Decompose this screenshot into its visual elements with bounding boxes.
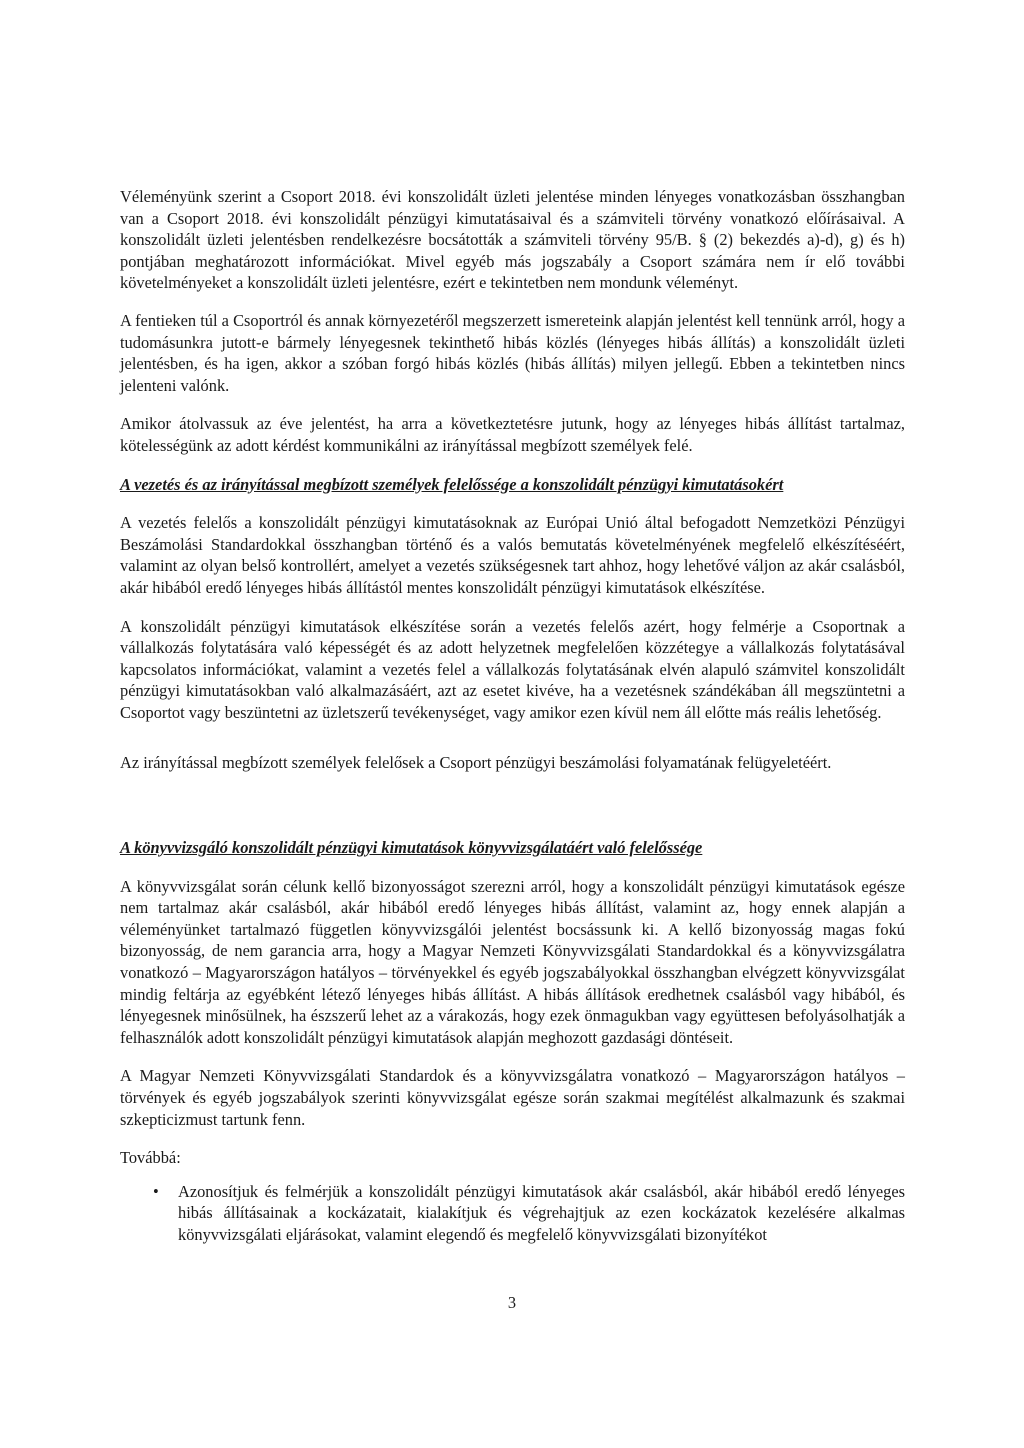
paragraph-furthermore: Továbbá: <box>120 1148 181 1168</box>
paragraph-management-responsibility: A vezetés felelős a konszolidált pénzügyi kimutatásoknak az Európai Unió által befogadott Nemzetközi Pénzügyi Beszámolási Standardokkal összhangban történő és a valós bemutatás követelményének megfelelő elkészítéséért, valamint az olyan belső kontrollért, amelyet a vezetés szükségesnek tart ahhoz, hogy lehetővé váljon az akár csalásból, akár hibából eredő lényeges hibás állítástól mentes konszolidált pénzügyi kimutatások elkészítése. <box>120 513 905 597</box>
bullet-icon: • <box>153 1181 159 1201</box>
paragraph-going-concern: A konszolidált pénzügyi kimutatások elkészítése során a vezetés felelős azért, hogy felmérje a Csoportnak a vállalkozás folytatására való képességét és az adott helyzetnek megfelelően közzétegye a vállalkozás folytatásával kapcsolatos információkat, valamint a vezetés felel a vállalkozás folytatásának elvén alapuló számvitel konszolidált pénzügyi kimutatásokban való alkalmazásáért, azt az esetet kivéve, ha a vezetésnek szándékában áll megszüntetni a Csoportot vagy beszüntetni az üzletszerű tevékenységet, vagy amikor ezen kívül nem áll előtte más reális lehetőség. <box>120 616 905 722</box>
bullet-list <box>120 1181 905 1246</box>
paragraph-annual-report-reading: Amikor átolvassuk az éve jelentést, ha arra a következtetésre jutunk, hogy az lényeges hibás állítást tartalmaz, kötelességünk az adott kérdést kommunikálni az irányítással megbízott személyek felé. <box>120 414 905 455</box>
paragraph-governance-oversight: Az irányítással megbízott személyek felelősek a Csoport pénzügyi beszámolási folyamatának felügyeletéért. <box>120 753 832 773</box>
list-item-text: Azonosítjuk és felmérjük a konszolidált pénzügyi kimutatások akár csalásból, akár hibából eredő lényeges hibás állításainak a kockázatait, kialakítjuk és végrehajtjuk az ezen kockázatok kezelésére alkalmas könyvvizsgálati eljárásokat, valamint elegendő és megfelelő könyvvizsgálati bizonyítékot <box>178 1181 905 1244</box>
page-content <box>120 186 905 1246</box>
section-heading-auditor-responsibility: A könyvvizsgáló konszolidált pénzügyi kimutatások könyvvizsgálatáért való felelőssége <box>120 838 703 858</box>
section-heading-management-responsibility: A vezetés és az irányítással megbízott személyek felelőssége a konszolidált pénzügyi kimutatásokért <box>120 474 784 494</box>
paragraph-professional-skepticism: A Magyar Nemzeti Könyvvizsgálati Standardok és a könyvvizsgálatra vonatkozó – Magyarországon hatályos – törvények és egyéb jogszabályok szerinti könyvvizsgálat egésze során szakmai megítélést alkalmazunk és szakmai szkepticizmust tartunk fenn. <box>120 1066 905 1129</box>
list-item <box>120 1181 905 1246</box>
paragraph-audit-objective: A könyvvizsgálat során célunk kellő bizonyosságot szerezni arról, hogy a konszolidált pénzügyi kimutatások egésze nem tartalmaz akár csalásból, akár hibából eredő lényeges hibás állítást, valamint az, hogy ennek alapján a véleményünket tartalmazó független könyvvizsgálói jelentést bocsássunk ki. A kellő bizonyosság magas fokú bizonyosság, de nem garancia arra, hogy a Magyar Nemzeti Könyvvizsgálati Standardokkal és a könyvvizsgálatra vonatkozó – Magyarországon hatályos – törvényekkel és egyéb jogszabályokkal összhangban elvégzett könyvvizsgálat mindig feltárja az egyébként létező lényeges hibás állítást. A hibás állítások eredhetnek csalásból vagy hibából, és lényegesnek minősülnek, ha észszerű lehet az a várakozás, hogy ezek önmagukban vagy együttesen befolyásolhatják a felhasználók adott konszolidált pénzügyi kimutatások alapján meghozott gazdasági döntéseit. <box>120 876 905 1047</box>
page-number: 3 <box>507 1293 517 1312</box>
paragraph-opinion-business-report: Véleményünk szerint a Csoport 2018. évi konszolidált üzleti jelentése minden lényeges vonatkozásban összhangban van a Csoport 2018. évi konszolidált pénzügyi kimutatásaival és a számviteli törvény vonatkozó előírásaival. A konszolidált üzleti jelentésben rendelkezésre bocsátották a számviteli törvény 95/B. § (2) bekezdés a)-d), g) és h) pontjában meghatározott információkat. Mivel egyéb más jogszabály a Csoport számára nem ír elő további követelményeket a konszolidált üzleti jelentésre, ezért e tekintetben nem mondunk véleményt. <box>120 187 905 293</box>
paragraph-reporting-misstatement: A fentieken túl a Csoportról és annak környezetéről megszerzett ismereteink alapján jelentést kell tennünk arról, hogy a tudomásunkra jutott-e bármely lényegesnek tekinthető hibás közlés (lényeges hibás állítás) a konszolidált üzleti jelentésben, és ha igen, akkor a szóban forgó hibás közlés (hibás állítás) milyen jellegű. Ebben a tekintetben nincs jelenteni valónk. <box>120 310 905 395</box>
